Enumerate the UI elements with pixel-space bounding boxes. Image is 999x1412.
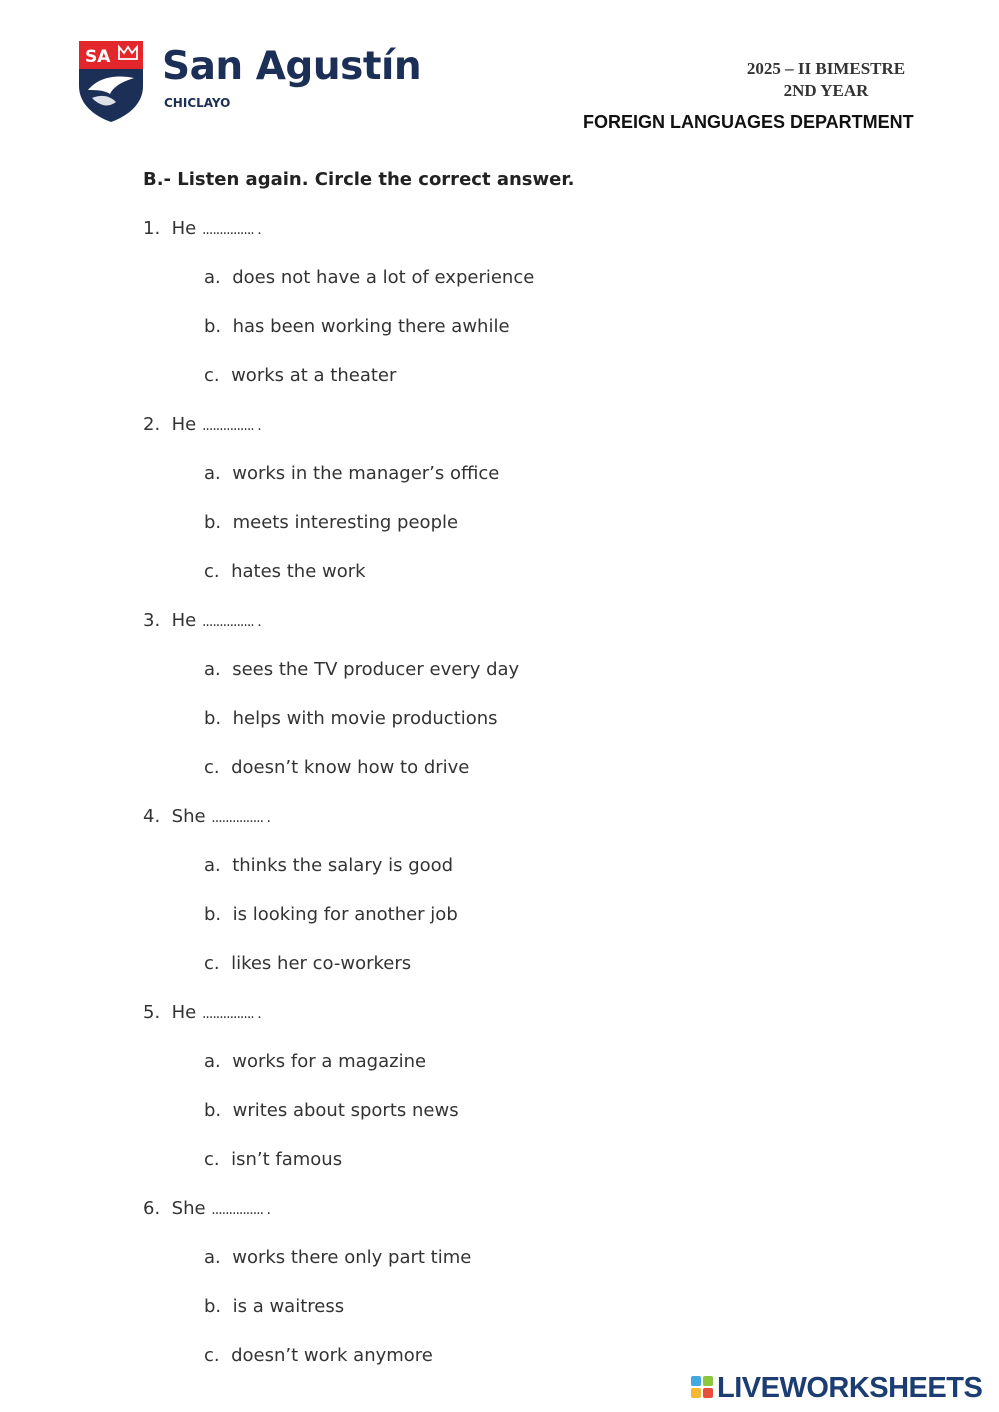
school-logo [76,38,146,129]
option-2c[interactable] [204,560,366,584]
question-stem-1 [143,217,261,242]
option-5b[interactable] [204,1099,459,1123]
option-5c[interactable] [204,1148,342,1172]
option-text: likes her co-workers [231,953,412,974]
option-letter: b. [204,512,222,533]
liveworksheets-icon [691,1376,713,1398]
department-label: FOREIGN LANGUAGES DEPARTMENT [583,112,914,132]
option-letter: a. [204,855,221,876]
option-2a[interactable] [204,462,499,486]
option-text: writes about sports news [232,1100,459,1121]
option-text: is a waitress [232,1296,345,1317]
question-stem-3 [143,609,261,634]
question-number: 2. [143,414,161,435]
question-number: 6. [143,1198,161,1219]
option-1a[interactable] [204,266,534,290]
option-text: works for a magazine [232,1051,427,1072]
option-letter: c. [204,561,220,582]
question-number: 4. [143,806,161,827]
option-letter: a. [204,267,221,288]
option-text: works in the manager’s office [232,463,500,484]
question-number: 5. [143,1002,161,1023]
option-letter: c. [204,1345,220,1366]
option-4b[interactable] [204,903,458,927]
option-5a[interactable] [204,1050,426,1074]
question-subject: She [171,1198,206,1219]
option-text: works at a theater [231,365,397,386]
brand-city: CHICLAYO [164,96,231,110]
question-stem-2 [143,413,261,438]
option-text: thinks the salary is good [232,855,454,876]
brand-name: San Agustín [162,44,422,89]
option-letter: a. [204,1051,221,1072]
option-letter: b. [204,708,222,729]
shield-icon [76,38,146,124]
question-stem-5 [143,1001,261,1026]
option-1b[interactable] [204,315,510,339]
option-4c[interactable] [204,952,411,976]
option-text: sees the TV producer every day [232,659,520,680]
question-subject: She [171,806,206,827]
term-label: 2025 – II BIMESTRE [746,59,906,78]
option-text: is looking for another job [232,904,458,925]
option-text: helps with movie productions [232,708,498,729]
option-letter: a. [204,659,221,680]
option-text: has been working there awhile [232,316,510,337]
option-4a[interactable] [204,854,453,878]
option-text: does not have a lot of experience [232,267,535,288]
option-letter: c. [204,1149,220,1170]
option-letter: c. [204,757,220,778]
option-text: isn’t famous [231,1149,343,1170]
question-number: 1. [143,218,161,239]
answer-blank: ............... . [201,614,261,630]
answer-blank: ............... . [211,810,270,826]
question-subject: He [171,610,197,631]
option-letter: c. [204,953,220,974]
option-3a[interactable] [204,658,519,682]
option-6c[interactable] [204,1344,433,1368]
option-2b[interactable] [204,511,458,535]
option-text: doesn’t work anymore [231,1345,433,1366]
option-text: works there only part time [232,1247,472,1268]
question-number: 3. [143,610,161,631]
answer-blank: ............... . [201,222,261,238]
question-subject: He [171,1002,197,1023]
option-text: doesn’t know how to drive [231,757,470,778]
grade-label: 2ND YEAR [783,81,869,100]
option-letter: a. [204,1247,221,1268]
question-subject: He [171,414,197,435]
option-letter: b. [204,904,222,925]
question-subject: He [171,218,197,239]
option-6a[interactable] [204,1246,471,1270]
option-3b[interactable] [204,707,498,731]
option-1c[interactable] [204,364,396,388]
watermark-text: LIVEWORKSHEETS [717,1372,983,1404]
option-6b[interactable] [204,1295,344,1319]
answer-blank: ............... . [201,1006,261,1022]
option-letter: c. [204,365,220,386]
option-letter: a. [204,463,221,484]
option-letter: b. [204,1100,222,1121]
question-stem-4 [143,805,270,830]
option-letter: b. [204,316,222,337]
question-stem-6 [143,1197,270,1222]
option-text: meets interesting people [232,512,459,533]
logo-badge-text: SA [85,47,111,67]
option-text: hates the work [231,561,366,582]
option-3c[interactable] [204,756,469,780]
option-letter: b. [204,1296,222,1317]
instruction-heading: B.- Listen again. Circle the correct answer. [143,169,575,190]
answer-blank: ............... . [201,418,261,434]
answer-blank: ............... . [211,1202,270,1218]
